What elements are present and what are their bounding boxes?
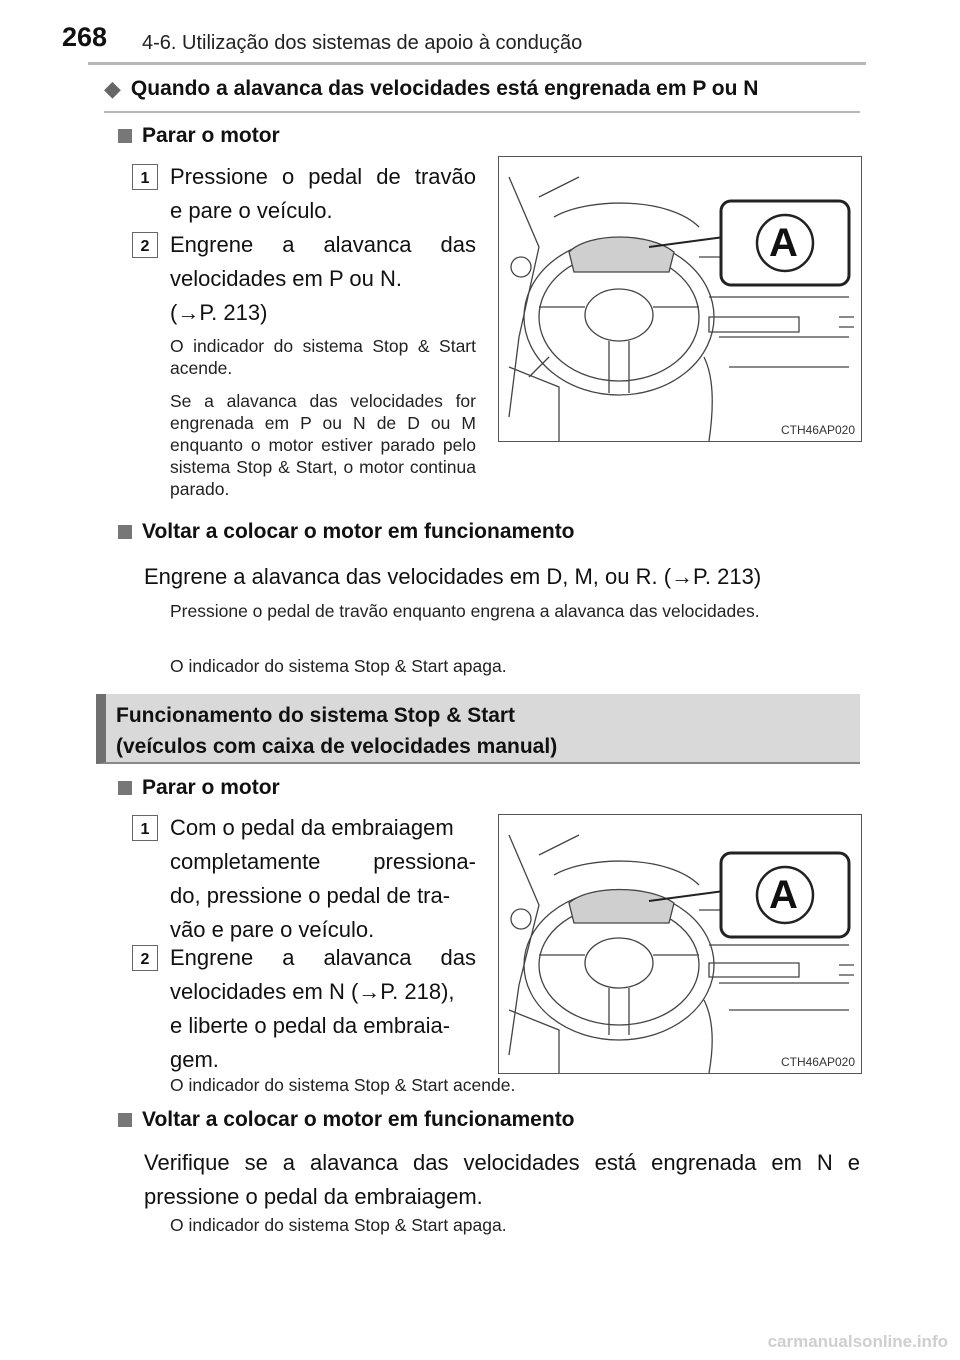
square-bullet-icon bbox=[118, 129, 132, 143]
restart-note-indicator-off: O indicador do sistema Stop & Start apaga. bbox=[170, 656, 507, 676]
note-indicator-on: O indicador do sistema Stop & Start acende. bbox=[170, 336, 476, 378]
heading-restart-engine: Voltar a colocar o motor em funcionamento bbox=[118, 520, 575, 544]
restart-instruction: Engrene a alavanca das velocidades em D, M, ou R. (→P. 213) bbox=[144, 564, 762, 589]
restart-manual-instruction: Verifique se a alavanca das velocidades está engrenada em N e pressione o pedal da embraiagem. bbox=[144, 1150, 860, 1209]
heading-restart-engine-manual: Voltar a colocar o motor em funcionamento bbox=[118, 1108, 575, 1132]
callout-a-label-manual: A bbox=[769, 873, 798, 917]
step-1-manual-text: Com o pedal da embraiagem completamente pressiona- do, pressione o pedal de tra- vão e pare o veículo. bbox=[170, 815, 476, 942]
subsection-title: Quando a alavanca das velocidades está engrenada em P ou N bbox=[130, 77, 759, 100]
step-badge-1-manual: 1 bbox=[132, 815, 158, 841]
restart-note-brake: Pressione o pedal de travão enquanto engrena a alavanca das velocidades. bbox=[170, 601, 760, 621]
heading-stop-engine: Parar o motor bbox=[118, 124, 280, 148]
dashboard-illustration bbox=[498, 156, 862, 442]
figure-code-manual: CTH46AP020 bbox=[780, 1055, 855, 1069]
dashboard-drawing bbox=[499, 157, 861, 441]
step-2-manual-text: Engrene a alavanca das velocidades em N (→P. 218), e liberte o pedal da embraia- gem. bbox=[170, 945, 476, 1072]
dashboard-illustration-manual bbox=[498, 814, 862, 1074]
square-bullet-icon bbox=[118, 1113, 132, 1127]
callout-a-label: A bbox=[769, 221, 798, 265]
header-rule bbox=[88, 62, 866, 65]
square-bullet-icon bbox=[118, 525, 132, 539]
step-badge-2-manual: 2 bbox=[132, 945, 158, 971]
watermark: carmanualsonline.info bbox=[767, 1332, 948, 1351]
figure-code: CTH46AP020 bbox=[780, 423, 855, 437]
heading-stop-engine-manual: Parar o motor bbox=[118, 776, 280, 800]
step-badge-1: 1 bbox=[132, 164, 158, 190]
restart-manual-note: O indicador do sistema Stop & Start apaga. bbox=[170, 1215, 507, 1235]
subsection-rule bbox=[104, 111, 860, 113]
page-number: 268 bbox=[62, 22, 108, 52]
section-heading-manual: Funcionamento do sistema Stop & Start (veículos com caixa de velocidades manual) bbox=[96, 694, 860, 764]
step-badge-2: 2 bbox=[132, 232, 158, 258]
manual-note-indicator-on: O indicador do sistema Stop & Start acende. bbox=[170, 1075, 516, 1095]
square-bullet-icon bbox=[118, 781, 132, 795]
note-engine-stays-stopped: Se a alavanca das velocidades for engrenada em P ou N de D ou M enquanto o motor estiver parado pelo sistema Stop & Start, o motor continua parado. bbox=[170, 391, 476, 499]
step-2-text: Engrene a alavanca das velocidades em P ou N. (→P. 213) bbox=[170, 232, 476, 325]
subsection-heading-p-n bbox=[104, 76, 758, 102]
step-1-text: Pressione o pedal de travão e pare o veículo. bbox=[170, 164, 476, 223]
running-head: 4-6. Utilização dos sistemas de apoio à condução bbox=[142, 32, 583, 54]
dashboard-drawing-manual bbox=[499, 815, 861, 1073]
diamond-bullet-icon: ◆ bbox=[104, 76, 121, 101]
